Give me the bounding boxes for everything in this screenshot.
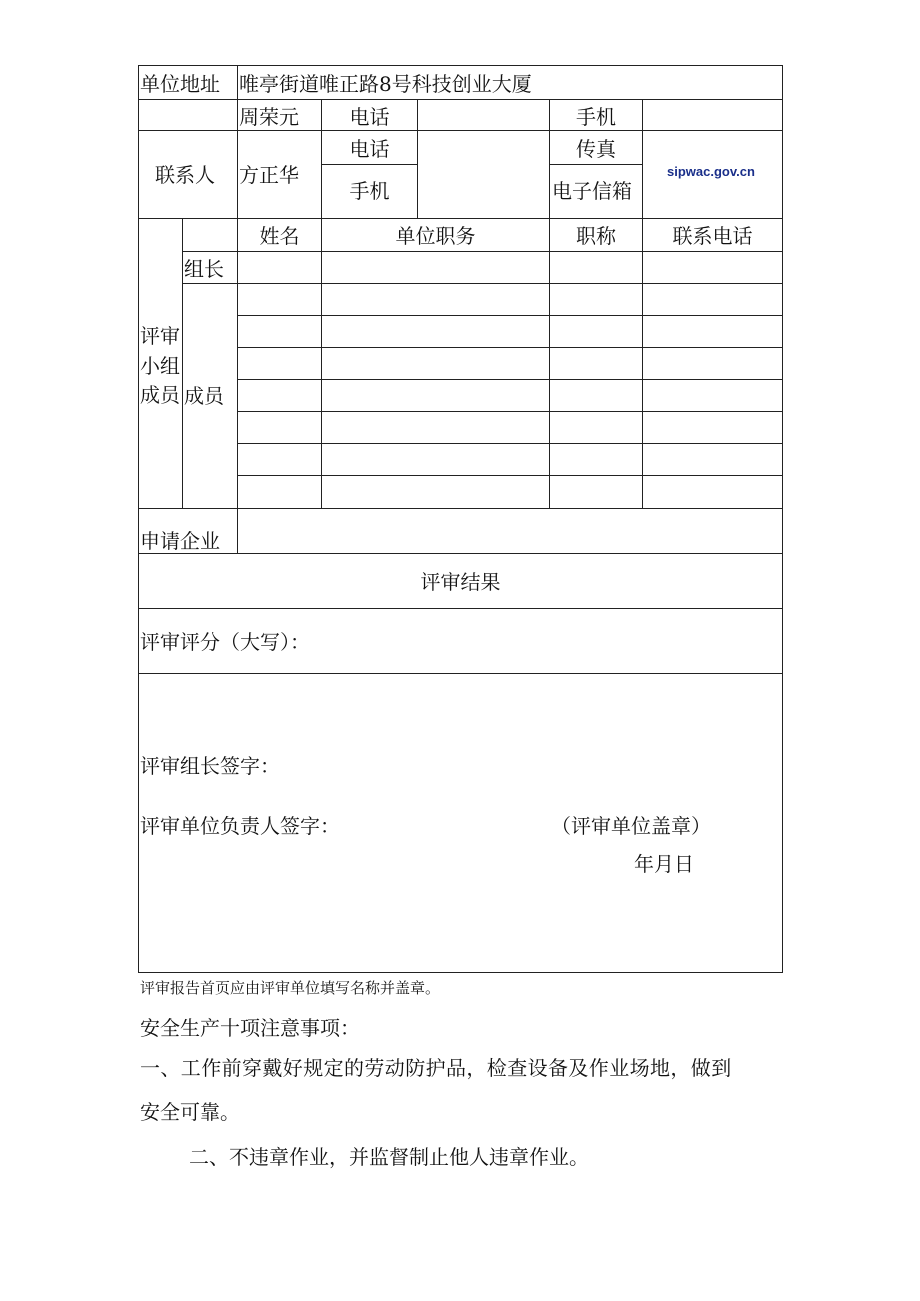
leader-label: 组长 — [184, 257, 224, 281]
rule — [237, 379, 783, 380]
rule — [237, 347, 783, 348]
rule — [138, 65, 139, 973]
rule — [138, 218, 783, 219]
team-label-line-2: 小组 — [140, 354, 180, 378]
contact-label: 联系人 — [155, 163, 215, 187]
rule — [321, 164, 417, 165]
rule — [182, 251, 783, 252]
rule — [182, 218, 183, 508]
header-phone: 联系电话 — [672, 224, 753, 248]
contact-2-fax-label: 传真 — [576, 137, 616, 161]
unit-sign-label: 评审单位负责人签字： — [140, 814, 340, 838]
rule — [138, 553, 783, 554]
rule — [642, 99, 643, 508]
score-label: 评审评分（大写）： — [140, 630, 310, 654]
team-label-line-3: 成员 — [140, 383, 180, 407]
team-label-line-1: 评审 — [140, 324, 180, 348]
rule — [782, 65, 783, 973]
rule — [237, 315, 783, 316]
address-label: 单位地址 — [140, 72, 220, 96]
footnote: 评审报告首页应由评审单位填写名称并盖章。 — [140, 979, 441, 997]
result-header: 评审结果 — [420, 570, 501, 594]
contact-2-email-value: sipwac.gov.cn — [667, 164, 755, 179]
rule — [237, 443, 783, 444]
contact-2-name: 方正华 — [239, 163, 299, 187]
rule — [138, 972, 783, 973]
rule — [237, 65, 238, 553]
rule — [417, 99, 418, 218]
seal-label: （评审单位盖章） — [551, 814, 711, 838]
member-label: 成员 — [184, 384, 224, 408]
contact-2-mobile-label: 手机 — [349, 179, 390, 203]
rule — [237, 475, 783, 476]
contact-1-phone-label: 电话 — [349, 105, 390, 129]
rule — [138, 65, 783, 66]
rule — [138, 508, 783, 509]
contact-2-phone-label: 电话 — [349, 137, 390, 161]
safety-item-1-line-2: 安全可靠。 — [140, 1100, 240, 1124]
header-name: 姓名 — [259, 224, 300, 248]
safety-title: 安全生产十项注意事项： — [140, 1016, 360, 1040]
rule — [182, 283, 783, 284]
header-position: 单位职务 — [395, 224, 476, 248]
contact-1-name: 周荣元 — [239, 105, 299, 129]
address-value: 唯亭街道唯正路8号科技创业大厦 — [239, 72, 532, 96]
applicant-label: 申请企业 — [140, 529, 220, 553]
rule — [138, 673, 783, 674]
contact-1-mobile-label: 手机 — [576, 105, 616, 129]
rule — [549, 164, 642, 165]
date-label: 年月日 — [634, 852, 694, 876]
safety-item-1-line-1: 一、工作前穿戴好规定的劳动防护品，检查设备及作业场地，做到 — [140, 1056, 732, 1080]
rule — [138, 608, 783, 609]
leader-sign-label: 评审组长签字： — [140, 754, 280, 778]
rule — [138, 130, 783, 131]
rule — [138, 99, 783, 100]
header-title: 职称 — [576, 224, 616, 248]
safety-item-2: 二、不违章作业，并监督制止他人违章作业。 — [189, 1145, 589, 1169]
rule — [237, 411, 783, 412]
contact-2-email-label: 电子信箱 — [552, 179, 632, 203]
